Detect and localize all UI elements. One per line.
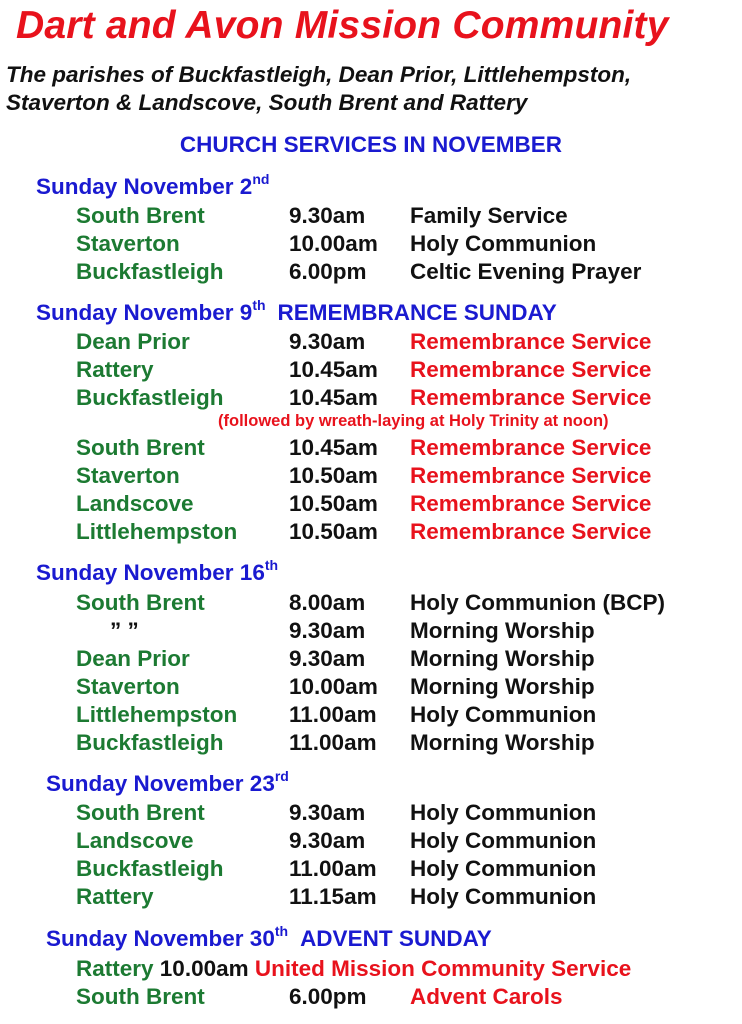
service-place: South Brent <box>76 590 205 615</box>
service-row <box>0 883 742 911</box>
service-name: Remembrance Service <box>410 357 652 382</box>
service-name: Holy Communion <box>410 856 597 881</box>
service-name: Remembrance Service <box>410 329 652 354</box>
service-time: 9.30am <box>289 618 366 643</box>
sunday-heading-30 <box>46 923 492 952</box>
sunday-label: Sunday November 2 <box>36 174 253 199</box>
service-name: Morning Worship <box>410 674 595 699</box>
service-place: Buckfastleigh <box>76 385 224 410</box>
service-place: Staverton <box>76 231 180 256</box>
service-name: Celtic Evening Prayer <box>410 259 642 284</box>
service-place: Staverton <box>76 674 180 699</box>
service-row <box>0 827 742 855</box>
service-row <box>0 799 742 827</box>
sunday-heading-9 <box>36 297 557 326</box>
service-row <box>0 434 742 462</box>
service-name: Holy Communion <box>410 800 597 825</box>
service-row <box>76 955 631 983</box>
service-row <box>0 701 742 729</box>
service-place: Rattery <box>76 357 154 382</box>
page-title: Dart and Avon Mission Community <box>16 4 669 47</box>
service-place: Landscove <box>76 491 194 516</box>
wreath-laying-note: (followed by wreath-laying at Holy Trinity at noon) <box>218 412 609 430</box>
service-name: Holy Communion <box>410 884 597 909</box>
service-place: Buckfastleigh <box>76 259 224 284</box>
service-place: Buckfastleigh <box>76 730 224 755</box>
service-time: 9.30am <box>289 646 366 671</box>
service-name: Holy Communion <box>410 231 597 256</box>
service-time: 10.50am <box>289 463 378 488</box>
service-time: 6.00pm <box>289 984 367 1009</box>
service-name: Holy Communion (BCP) <box>410 590 665 615</box>
service-row <box>0 673 742 701</box>
service-time: 9.30am <box>289 329 366 354</box>
service-row <box>0 462 742 490</box>
service-place: Littlehempston <box>76 519 238 544</box>
service-time: 10.45am <box>289 385 378 410</box>
sunday-extra-label: REMEMBRANCE SUNDAY <box>277 300 557 325</box>
service-row <box>0 983 742 1011</box>
sunday-label: Sunday November 9 <box>36 300 253 325</box>
service-name: Remembrance Service <box>410 385 652 410</box>
service-name: Morning Worship <box>410 618 595 643</box>
service-row <box>0 617 742 645</box>
sunday-ordinal: th <box>264 557 279 573</box>
service-name: Remembrance Service <box>410 519 652 544</box>
service-time: 10.50am <box>289 491 378 516</box>
service-row <box>0 589 742 617</box>
sunday-label: Sunday November 30 <box>46 926 275 951</box>
service-row <box>0 855 742 883</box>
service-row <box>0 729 742 757</box>
service-time: 11.00am <box>289 702 377 727</box>
service-place: South Brent <box>76 435 205 460</box>
service-time: 9.30am <box>289 828 366 853</box>
subtitle-line-1: The parishes of Buckfastleigh, Dean Prior, Littlehempston, <box>6 62 632 87</box>
service-row <box>0 258 742 286</box>
service-row <box>0 384 742 412</box>
service-row <box>0 518 742 546</box>
service-place: Staverton <box>76 463 180 488</box>
services-heading: CHURCH SERVICES IN NOVEMBER <box>179 132 563 157</box>
service-row <box>0 202 742 230</box>
sunday-heading-2 <box>36 171 270 200</box>
sunday-heading-23 <box>46 768 289 797</box>
sunday-ordinal: nd <box>252 171 270 187</box>
service-time: 10.00am <box>289 674 378 699</box>
service-time: 10.45am <box>289 357 378 382</box>
service-place: Rattery <box>76 956 154 981</box>
service-place: Buckfastleigh <box>76 856 224 881</box>
service-name: Family Service <box>410 203 568 228</box>
service-row <box>0 328 742 356</box>
sunday-label: Sunday November 16 <box>36 560 265 585</box>
service-time: 10.50am <box>289 519 378 544</box>
subtitle-line-2: Staverton & Landscove, South Brent and Rattery <box>6 90 528 115</box>
service-place: Rattery <box>76 884 154 909</box>
service-time: 9.30am <box>289 800 366 825</box>
parishes-subtitle <box>6 61 742 117</box>
ditto-marks: ” ” <box>110 618 139 643</box>
service-place: South Brent <box>76 984 205 1009</box>
sunday-ordinal: th <box>274 923 289 939</box>
service-time: 8.00am <box>289 590 366 615</box>
service-name: Advent Carols <box>410 984 563 1009</box>
service-time: 11.00am <box>289 856 377 881</box>
service-place: Littlehempston <box>76 702 238 727</box>
service-name: Morning Worship <box>410 730 595 755</box>
service-time: 10.00am <box>289 231 378 256</box>
service-name: Remembrance Service <box>410 491 652 516</box>
service-name: Remembrance Service <box>410 463 652 488</box>
sunday-ordinal: rd <box>274 768 289 784</box>
service-name: Holy Communion <box>410 702 597 727</box>
service-time: 10.00am <box>159 956 249 981</box>
service-time: 9.30am <box>289 203 366 228</box>
service-time: 10.45am <box>289 435 378 460</box>
service-name: Remembrance Service <box>410 435 652 460</box>
service-place: Dean Prior <box>76 646 190 671</box>
service-place: South Brent <box>76 800 205 825</box>
service-place: Dean Prior <box>76 329 190 354</box>
service-row <box>0 490 742 518</box>
service-name: United Mission Community Service <box>254 956 632 981</box>
service-time: 6.00pm <box>289 259 367 284</box>
service-row <box>0 645 742 673</box>
service-place: South Brent <box>76 203 205 228</box>
service-name: Holy Communion <box>410 828 597 853</box>
service-row <box>0 230 742 258</box>
service-time: 11.15am <box>289 884 377 909</box>
service-row <box>0 356 742 384</box>
sunday-ordinal: th <box>252 297 266 313</box>
service-place: Landscove <box>76 828 194 853</box>
sunday-extra-label: ADVENT SUNDAY <box>300 926 492 951</box>
sunday-heading-16 <box>36 557 279 586</box>
sunday-label: Sunday November 23 <box>46 771 275 796</box>
service-name: Morning Worship <box>410 646 595 671</box>
service-time: 11.00am <box>289 730 377 755</box>
